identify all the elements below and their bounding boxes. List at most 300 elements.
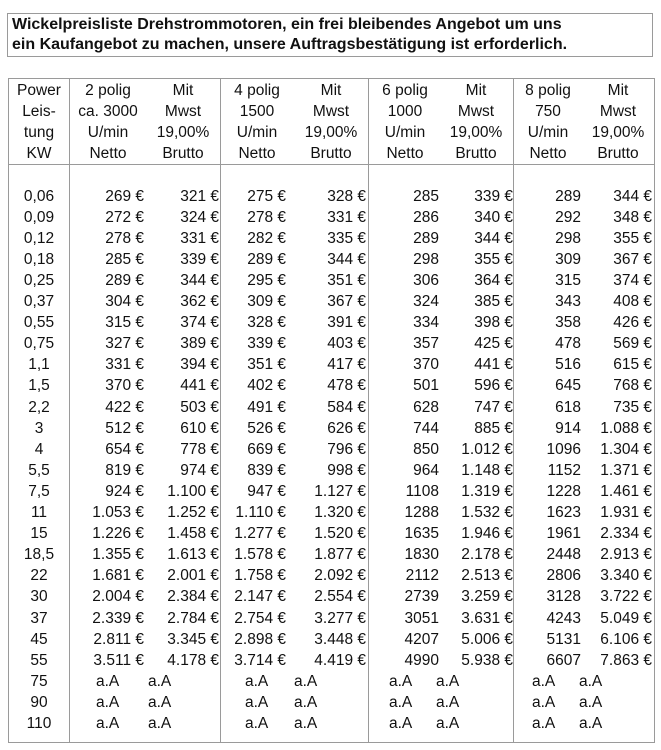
cell-6polig-netto: 306 — [413, 271, 439, 289]
table-row — [9, 418, 654, 439]
cell-2polig-netto: a.A — [96, 672, 120, 690]
header-4polig-brutto — [293, 80, 369, 164]
cell-4polig-brutto: 344 € — [327, 250, 366, 268]
header-line: U/min — [527, 124, 569, 141]
cell-8polig-netto: 3128 — [546, 588, 581, 606]
cell-2polig-brutto: 1.100 € — [167, 482, 219, 500]
cell-4polig-netto: 289 € — [247, 250, 286, 268]
cell-6polig-brutto: 1.946 € — [461, 525, 513, 543]
cell-kw: 3 — [34, 419, 44, 437]
cell-8polig-brutto: 735 € — [613, 398, 652, 416]
cell-4polig-brutto: 4.419 € — [314, 651, 366, 669]
cell-2polig-brutto: 321 € — [180, 187, 219, 205]
cell-8polig-netto: 1961 — [546, 525, 581, 543]
cell-kw: 37 — [30, 609, 48, 627]
cell-6polig-netto: 501 — [413, 377, 439, 395]
table-row — [9, 312, 654, 333]
cell-2polig-brutto: a.A — [148, 672, 172, 690]
cell-2polig-brutto: 344 € — [180, 271, 219, 289]
cell-8polig-brutto: a.A — [579, 672, 603, 690]
cell-8polig-netto: 298 — [555, 229, 581, 247]
cell-6polig-brutto: a.A — [436, 693, 460, 711]
cell-2polig-brutto: 394 € — [180, 356, 219, 374]
cell-kw: 0,09 — [23, 208, 55, 226]
cell-8polig-netto: a.A — [532, 672, 556, 690]
cell-8polig-brutto: 6.106 € — [600, 630, 652, 648]
table-row — [9, 629, 654, 650]
cell-kw: 55 — [30, 651, 48, 669]
cell-2polig-netto: 2.339 € — [92, 609, 144, 627]
cell-2polig-brutto: 2.001 € — [167, 567, 219, 585]
cell-4polig-brutto: 3.448 € — [314, 630, 366, 648]
price-table — [8, 78, 655, 743]
table-row — [9, 439, 654, 460]
cell-4polig-netto: 1.578 € — [234, 546, 286, 564]
cell-4polig-brutto: 1.877 € — [314, 546, 366, 564]
cell-8polig-netto: a.A — [532, 715, 556, 732]
cell-4polig-brutto: 417 € — [327, 356, 366, 374]
cell-4polig-brutto: 367 € — [327, 293, 366, 310]
cell-4polig-netto: 2.754 € — [234, 609, 286, 627]
cell-6polig-brutto: 1.148 € — [461, 461, 513, 479]
cell-4polig-netto: 295 € — [247, 271, 286, 289]
cell-kw: 45 — [30, 630, 48, 648]
cell-8polig-netto: 1152 — [547, 461, 581, 479]
header-line: Brutto — [455, 145, 497, 162]
cell-6polig-brutto: 2.178 € — [461, 546, 513, 564]
cell-2polig-netto: 819 € — [105, 461, 144, 479]
cell-kw: 0,75 — [23, 335, 55, 353]
cell-2polig-brutto: 1.252 € — [167, 504, 219, 521]
cell-8polig-brutto: 3.340 € — [600, 567, 652, 585]
cell-6polig-netto: a.A — [389, 672, 413, 690]
cell-kw: 18,5 — [23, 546, 55, 564]
cell-2polig-brutto: 503 € — [180, 398, 219, 416]
cell-8polig-netto: 645 — [555, 377, 581, 395]
cell-2polig-netto: 331 € — [105, 356, 144, 374]
header-line: Mwst — [312, 103, 350, 120]
title-box — [7, 13, 653, 57]
table-row — [9, 565, 654, 586]
header-line: 19,00% — [304, 124, 358, 141]
header-line: 1500 — [239, 103, 275, 120]
header-6polig-netto — [370, 80, 440, 164]
cell-6polig-brutto: 5.938 € — [461, 651, 513, 669]
cell-2polig-netto: 315 € — [105, 314, 144, 332]
cell-6polig-brutto: 339 € — [474, 187, 513, 205]
cell-8polig-netto: 1623 — [546, 504, 581, 521]
cell-2polig-brutto: 1.613 € — [167, 546, 219, 564]
cell-4polig-brutto: a.A — [294, 715, 318, 732]
table-row — [9, 502, 654, 523]
cell-4polig-netto: 3.714 € — [234, 651, 286, 669]
cell-4polig-brutto: a.A — [294, 693, 318, 711]
cell-4polig-netto: 278 € — [247, 208, 286, 226]
header-4polig-netto — [221, 80, 293, 164]
cell-6polig-netto: a.A — [389, 693, 413, 711]
header-2polig-netto — [71, 80, 145, 164]
cell-6polig-brutto: 364 € — [474, 271, 513, 289]
cell-kw: 0,18 — [23, 250, 55, 268]
cell-4polig-netto: 1.110 € — [235, 504, 286, 521]
cell-4polig-brutto: 626 € — [327, 419, 366, 437]
title-line-1: Wickelpreisliste Drehstrommotoren, ein frei bleibendes Angebot um uns — [12, 16, 562, 33]
cell-8polig-brutto: 3.722 € — [600, 588, 652, 606]
cell-6polig-brutto: a.A — [436, 715, 460, 732]
table-row — [9, 481, 654, 502]
cell-kw: 2,2 — [28, 398, 50, 416]
header-line: 19,00% — [156, 124, 210, 141]
cell-6polig-netto: 2112 — [405, 567, 439, 585]
cell-4polig-brutto: 1.127 € — [314, 482, 366, 500]
cell-6polig-brutto: a.A — [436, 672, 460, 690]
header-line: Mit — [172, 82, 194, 99]
cell-2polig-netto: 370 € — [105, 377, 144, 395]
cell-8polig-brutto: 348 € — [613, 208, 652, 226]
cell-8polig-brutto: a.A — [579, 693, 603, 711]
cell-8polig-netto: 6607 — [546, 651, 581, 669]
table-row — [9, 671, 654, 692]
cell-6polig-brutto: 3.631 € — [461, 609, 513, 627]
cell-4polig-netto: 328 € — [247, 314, 286, 332]
cell-6polig-brutto: 441 € — [474, 356, 513, 374]
cell-4polig-brutto: 2.554 € — [314, 588, 366, 606]
table-row — [9, 354, 654, 375]
cell-2polig-netto: 304 € — [105, 293, 144, 310]
cell-8polig-netto: 289 — [555, 187, 581, 205]
cell-6polig-brutto: 1.532 € — [461, 504, 513, 521]
cell-8polig-netto: 1228 — [546, 482, 581, 500]
cell-6polig-brutto: 1.319 € — [461, 482, 513, 500]
cell-2polig-brutto: a.A — [148, 693, 172, 711]
header-line: Leis- — [22, 103, 56, 120]
cell-8polig-brutto: 615 € — [613, 356, 652, 374]
cell-6polig-brutto: 355 € — [474, 250, 513, 268]
header-line: 4 polig — [234, 82, 280, 99]
title-line-2: ein Kaufangebot zu machen, unsere Auftragsbestätigung ist erforderlich. — [12, 36, 568, 53]
header-power — [9, 80, 69, 164]
header-line: Brutto — [162, 145, 204, 162]
cell-4polig-brutto: 331 € — [327, 208, 366, 226]
cell-4polig-netto: a.A — [245, 672, 269, 690]
cell-8polig-brutto: 7.863 € — [600, 651, 652, 669]
cell-kw: 1,1 — [28, 356, 50, 374]
header-line: 19,00% — [449, 124, 503, 141]
header-line: Brutto — [597, 145, 639, 162]
cell-2polig-netto: 2.811 € — [93, 630, 144, 648]
cell-kw: 22 — [30, 567, 48, 585]
cell-4polig-netto: 947 € — [247, 482, 286, 500]
cell-2polig-netto: 278 € — [105, 229, 144, 247]
cell-6polig-netto: 357 — [413, 335, 439, 353]
header-line: 2 polig — [85, 82, 131, 99]
cell-4polig-netto: 669 € — [247, 440, 286, 458]
cell-2polig-netto: 2.004 € — [92, 588, 144, 606]
cell-4polig-brutto: 1.320 € — [314, 504, 366, 521]
cell-8polig-netto: a.A — [532, 693, 556, 711]
cell-2polig-brutto: 610 € — [180, 419, 219, 437]
cell-4polig-netto: 309 € — [247, 293, 286, 310]
table-row — [9, 249, 654, 270]
cell-8polig-netto: 5131 — [546, 630, 581, 648]
cell-2polig-netto: a.A — [96, 715, 120, 732]
table-row — [9, 713, 654, 734]
cell-4polig-netto: 491 € — [247, 398, 286, 416]
cell-2polig-brutto: 374 € — [180, 314, 219, 332]
table-row — [9, 608, 654, 629]
header-line: Netto — [529, 145, 567, 162]
cell-6polig-netto: 744 — [413, 419, 439, 437]
cell-kw: 30 — [30, 588, 48, 606]
cell-8polig-brutto: 569 € — [613, 335, 652, 353]
table-row — [9, 207, 654, 228]
cell-6polig-brutto: 747 € — [474, 398, 513, 416]
cell-6polig-netto: 4207 — [404, 630, 439, 648]
cell-4polig-netto: 275 € — [247, 187, 286, 205]
cell-4polig-netto: 2.147 € — [234, 588, 286, 606]
cell-4polig-brutto: 3.277 € — [314, 609, 366, 627]
table-row — [9, 544, 654, 565]
cell-6polig-brutto: 398 € — [474, 314, 513, 332]
cell-8polig-brutto: 1.931 € — [600, 504, 652, 521]
header-line: Mit — [607, 82, 629, 99]
cell-8polig-netto: 516 — [555, 356, 581, 374]
table-row — [9, 228, 654, 249]
table-row — [9, 186, 654, 207]
cell-6polig-netto: 370 — [413, 356, 439, 374]
cell-2polig-netto: 422 € — [105, 398, 144, 416]
cell-kw: 0,06 — [23, 187, 55, 205]
cell-8polig-brutto: 1.088 € — [600, 419, 652, 437]
cell-6polig-brutto: 340 € — [474, 208, 513, 226]
cell-8polig-netto: 309 — [555, 250, 581, 268]
cell-2polig-netto: 1.681 € — [92, 567, 144, 585]
header-line: Mwst — [164, 103, 202, 120]
cell-6polig-brutto: 385 € — [474, 293, 513, 310]
header-line: Mit — [465, 82, 487, 99]
cell-6polig-netto: 2739 — [404, 588, 439, 606]
cell-2polig-brutto: 441 € — [180, 377, 219, 395]
cell-2polig-brutto: 778 € — [180, 440, 219, 458]
cell-8polig-brutto: 426 € — [613, 314, 652, 332]
cell-2polig-netto: 3.511 € — [93, 651, 144, 669]
cell-8polig-brutto: 1.371 € — [600, 461, 652, 479]
cell-8polig-brutto: 344 € — [613, 187, 652, 205]
cell-2polig-brutto: 3.345 € — [167, 630, 219, 648]
cell-6polig-netto: a.A — [389, 715, 413, 732]
cell-kw: 90 — [30, 693, 48, 711]
cell-8polig-netto: 914 — [555, 419, 581, 437]
cell-2polig-netto: 654 € — [105, 440, 144, 458]
header-8polig-brutto — [581, 80, 655, 164]
cell-6polig-brutto: 5.006 € — [461, 630, 513, 648]
cell-4polig-netto: a.A — [245, 715, 269, 732]
header-line: 6 polig — [382, 82, 428, 99]
cell-4polig-netto: 339 € — [247, 335, 286, 353]
cell-2polig-brutto: 4.178 € — [167, 651, 219, 669]
cell-4polig-brutto: 478 € — [327, 377, 366, 395]
cell-2polig-brutto: 1.458 € — [167, 525, 219, 543]
cell-6polig-brutto: 596 € — [474, 377, 513, 395]
table-row — [9, 375, 654, 396]
cell-6polig-netto: 964 — [413, 461, 439, 479]
cell-6polig-netto: 4990 — [404, 651, 439, 669]
cell-6polig-brutto: 344 € — [474, 229, 513, 247]
cell-4polig-netto: 351 € — [247, 356, 286, 374]
header-8polig-netto — [514, 80, 582, 164]
cell-6polig-netto: 1830 — [404, 546, 439, 564]
header-2polig-brutto — [145, 80, 221, 164]
cell-4polig-brutto: 796 € — [327, 440, 366, 458]
cell-4polig-netto: 1.758 € — [234, 567, 286, 585]
cell-4polig-brutto: 1.520 € — [314, 525, 366, 543]
cell-8polig-brutto: 1.461 € — [600, 482, 652, 500]
cell-8polig-brutto: 768 € — [613, 377, 652, 395]
cell-8polig-netto: 343 — [555, 293, 581, 310]
header-line: 8 polig — [525, 82, 571, 99]
cell-4polig-brutto: 2.092 € — [314, 567, 366, 585]
cell-6polig-brutto: 1.012 € — [461, 440, 513, 458]
cell-6polig-netto: 298 — [413, 250, 439, 268]
table-row — [9, 333, 654, 354]
header-line: U/min — [87, 124, 129, 141]
header-line: U/min — [236, 124, 278, 141]
table-row — [9, 692, 654, 713]
cell-6polig-netto: 334 — [413, 314, 439, 332]
cell-2polig-brutto: 324 € — [180, 208, 219, 226]
header-divider — [9, 164, 654, 165]
header-line: Netto — [238, 145, 276, 162]
cell-2polig-netto: 269 € — [105, 187, 144, 205]
cell-2polig-netto: 289 € — [105, 271, 144, 289]
header-line: 750 — [535, 103, 561, 120]
cell-2polig-netto: a.A — [96, 693, 120, 711]
cell-4polig-brutto: 351 € — [327, 271, 366, 289]
cell-2polig-netto: 924 € — [105, 482, 144, 500]
cell-kw: 1,5 — [28, 377, 50, 395]
cell-4polig-brutto: 328 € — [327, 187, 366, 205]
cell-6polig-netto: 286 — [413, 208, 439, 226]
table-row — [9, 586, 654, 607]
cell-2polig-brutto: 389 € — [180, 335, 219, 353]
cell-4polig-netto: 839 € — [247, 461, 286, 479]
cell-8polig-brutto: 2.913 € — [600, 546, 652, 564]
cell-kw: 0,55 — [23, 314, 55, 332]
cell-4polig-netto: 526 € — [247, 419, 286, 437]
cell-6polig-netto: 289 — [413, 229, 439, 247]
cell-kw: 5,5 — [28, 461, 50, 479]
cell-4polig-brutto: 998 € — [327, 461, 366, 479]
cell-4polig-brutto: 391 € — [327, 314, 366, 332]
header-line: Brutto — [310, 145, 352, 162]
cell-8polig-brutto: 408 € — [613, 293, 652, 310]
header-line: ca. 3000 — [78, 103, 138, 120]
cell-6polig-brutto: 885 € — [474, 419, 513, 437]
cell-4polig-netto: 402 € — [247, 377, 286, 395]
cell-kw: 110 — [26, 715, 52, 732]
cell-4polig-netto: a.A — [245, 693, 269, 711]
cell-6polig-netto: 628 — [413, 398, 439, 416]
cell-kw: 11 — [30, 504, 48, 521]
cell-8polig-netto: 358 — [555, 314, 581, 332]
table-row — [9, 460, 654, 481]
table-row — [9, 270, 654, 291]
cell-8polig-brutto: 367 € — [613, 250, 652, 268]
cell-8polig-netto: 4243 — [546, 609, 581, 627]
header-line: Power — [17, 82, 61, 99]
table-row — [9, 291, 654, 312]
cell-6polig-brutto: 3.259 € — [461, 588, 513, 606]
header-line: tung — [23, 124, 55, 141]
cell-kw: 15 — [30, 525, 48, 543]
cell-kw: 0,37 — [23, 293, 55, 310]
header-line: Netto — [89, 145, 127, 162]
cell-4polig-brutto: 584 € — [327, 398, 366, 416]
cell-2polig-brutto: 339 € — [180, 250, 219, 268]
header-line: KW — [26, 145, 52, 162]
cell-kw: 75 — [30, 672, 48, 690]
header-6polig-brutto — [439, 80, 513, 164]
cell-2polig-netto: 1.355 € — [92, 546, 144, 564]
cell-8polig-brutto: 374 € — [613, 271, 652, 289]
header-line: Netto — [386, 145, 424, 162]
cell-8polig-netto: 1096 — [546, 440, 581, 458]
cell-4polig-brutto: a.A — [294, 672, 318, 690]
cell-8polig-brutto: 355 € — [613, 229, 652, 247]
cell-8polig-netto: 2806 — [546, 567, 581, 585]
header-line: 1000 — [387, 103, 423, 120]
cell-4polig-brutto: 335 € — [327, 229, 366, 247]
cell-6polig-netto: 1635 — [404, 525, 439, 543]
cell-2polig-netto: 272 € — [105, 208, 144, 226]
cell-4polig-netto: 2.898 € — [234, 630, 286, 648]
table-row — [9, 523, 654, 544]
cell-2polig-brutto: 362 € — [180, 293, 219, 310]
cell-6polig-netto: 1108 — [405, 482, 439, 500]
cell-8polig-netto: 478 — [555, 335, 581, 353]
table-row — [9, 650, 654, 671]
cell-2polig-brutto: 2.384 € — [167, 588, 219, 606]
cell-kw: 0,25 — [23, 271, 55, 289]
cell-2polig-brutto: 2.784 € — [167, 609, 219, 627]
header-line: Mwst — [599, 103, 637, 120]
cell-4polig-brutto: 403 € — [327, 335, 366, 353]
header-line: Mit — [320, 82, 342, 99]
cell-2polig-netto: 1.053 € — [92, 504, 144, 521]
cell-kw: 0,12 — [23, 229, 55, 247]
cell-6polig-brutto: 2.513 € — [461, 567, 513, 585]
cell-8polig-netto: 315 — [555, 271, 581, 289]
cell-2polig-netto: 1.226 € — [92, 525, 144, 543]
cell-8polig-brutto: 1.304 € — [600, 440, 652, 458]
header-line: 19,00% — [591, 124, 645, 141]
cell-8polig-netto: 618 — [555, 398, 581, 416]
cell-8polig-brutto: 5.049 € — [600, 609, 652, 627]
cell-kw: 7,5 — [28, 482, 50, 500]
cell-8polig-netto: 2448 — [546, 546, 581, 564]
cell-8polig-brutto: 2.334 € — [600, 525, 652, 543]
cell-2polig-netto: 327 € — [105, 335, 144, 353]
cell-8polig-brutto: a.A — [579, 715, 603, 732]
cell-6polig-netto: 285 — [413, 187, 439, 205]
cell-6polig-brutto: 425 € — [474, 335, 513, 353]
cell-kw: 4 — [34, 440, 44, 458]
cell-6polig-netto: 324 — [413, 293, 439, 310]
cell-4polig-netto: 282 € — [247, 229, 286, 247]
cell-2polig-brutto: 974 € — [180, 461, 219, 479]
cell-6polig-netto: 3051 — [404, 609, 439, 627]
cell-2polig-netto: 512 € — [105, 419, 144, 437]
